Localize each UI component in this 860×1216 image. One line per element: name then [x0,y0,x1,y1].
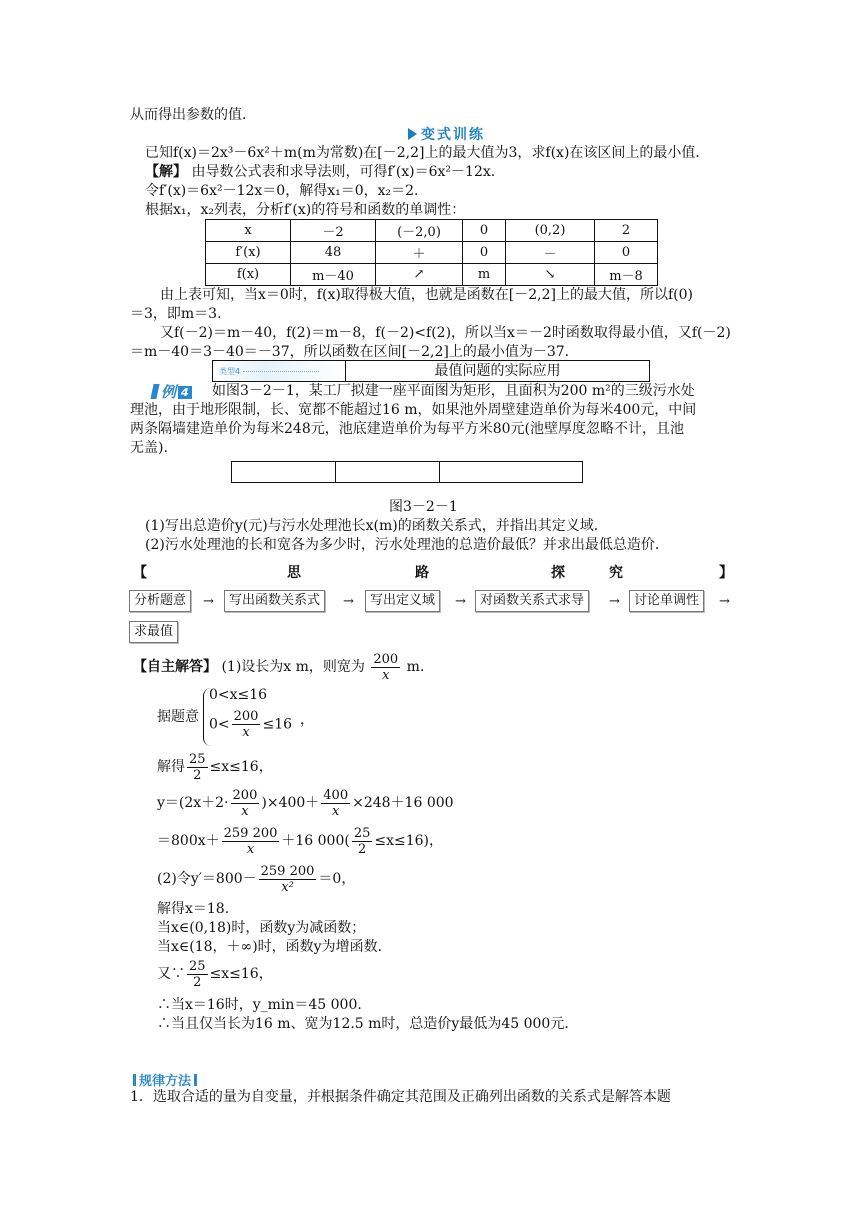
denominator: x [246,841,255,857]
solution-line-2: 令f′(x)＝6x²－12x＝0，解得x₁＝0，x₂＝2. [145,183,419,199]
table-row [206,220,658,242]
pool-section [336,462,440,482]
example-line-1: 如图3－2－1，某工厂拟建一座平面图为矩形，且面积为200 m²的三级污水处 [212,383,695,399]
table-cell: 0 [463,220,506,242]
expr-part: ≤x≤16)， [374,833,444,849]
section-header [212,360,650,382]
table-cell: 0 [463,242,506,264]
fraction [259,864,317,895]
rules-label-text: 规律方法 [139,1074,192,1089]
flow-step: 写出定义域 [365,590,440,612]
answer-unit: m. [406,659,425,675]
fraction [231,788,260,819]
fraction [187,959,208,990]
fraction [321,788,350,819]
table-cell: (0,2) [506,220,595,242]
denominator: x² [281,879,294,895]
solution-label: 【解】 [145,164,187,180]
conclusion-line-2: ＝3，即m＝3. [130,306,222,322]
table-cell: m－40 [291,264,376,286]
solution-line-1 [145,163,495,181]
numerator: 200 [232,787,258,803]
example-number: 4 [178,386,192,399]
solve-prefix: 解得 [157,759,185,775]
bracket-right: 】 [719,565,733,581]
numerator: 259 200 [223,825,278,841]
table-cell: m－8 [595,264,658,286]
decreasing-line: 当x∈(0,18)时，函数y为减函数； [157,920,366,936]
condition-prefix: 0< [209,716,230,733]
variant-title-text: 变式训练 [421,127,485,143]
answer-line-1 [133,650,424,684]
solution-text-1: 由导数公式表和求导法则，可得f′(x)＝6x²－12x. [191,164,496,180]
table-cell: f′(x) [206,242,291,264]
pool-section [232,462,336,482]
rules-line-1: 1．选取合适的量为自变量，并根据条件确定其范围及正确列出函数的关系式是解答本题 [130,1089,671,1105]
since-line [157,957,273,991]
expr-part: ＝0， [318,871,356,887]
solve-suffix: ≤x≤16， [209,759,273,775]
example-badge [152,381,192,401]
solve-line [157,750,273,784]
therefore-line-2: ∴当且仅当长为16 m、宽为12.5 m时，总造价y最低为45 000元． [157,1016,579,1032]
approach-char: 路 [415,565,429,581]
expr-part: )×400＋ [261,795,320,811]
badge-bar-icon [150,384,159,399]
flow-step: 写出函数关系式 [224,590,325,612]
table-cell: m [463,264,506,286]
y-expression-2 [157,824,443,858]
fraction [187,752,208,783]
denominator: x [241,803,249,819]
y-expression-1 [157,786,454,820]
expr-part: ＋16 000( [281,833,350,849]
example-line-4: 无盖). [130,440,168,456]
therefore-line-1: ∴当x＝16时，y_min＝45 000. [157,997,362,1013]
section-title: 最值问题的实际应用 [434,363,561,379]
table-row [206,242,658,264]
solve-x-line: 解得x＝18. [157,901,230,917]
example-label: 例 [161,383,177,401]
monotonicity-table [205,219,658,286]
approach-char: 思 [287,565,301,581]
condition-1: 0<x≤16 [209,687,268,703]
question-2: (2)污水处理池的长和宽各为多少时，污水处理池的总造价最低？并求出最低总造价． [145,537,669,553]
pool-section [440,462,582,482]
numerator: 200 [233,709,259,724]
table-cell: f(x) [206,264,291,286]
arrow-right-icon: → [719,594,730,609]
expr-part: ＝800x＋ [157,833,220,849]
since-suffix: ≤x≤16， [209,966,273,982]
flow-step: 求最值 [129,621,178,643]
answer-text: (1)设长为x m，则宽为 [221,659,365,675]
denominator: x [332,803,340,819]
arrow-right-icon: → [455,594,466,609]
figure-caption: 图3－2－1 [389,499,458,515]
arrow-right-icon: → [203,594,214,609]
condition-suffix: ≤16 [262,716,293,733]
expr-part: ×248＋16 000 [352,795,454,811]
table-row [206,264,658,286]
denominator: x [382,667,390,683]
denominator: x [242,725,250,740]
approach-char: 究 [609,565,623,581]
table-cell: ↗ [376,264,463,286]
rules-label [130,1070,200,1089]
increasing-line: 当x∈(18，＋∞)时，函数y为增函数． [157,939,392,955]
table-cell: 2 [595,220,658,242]
bar-icon [133,1074,136,1086]
flow-step: 对函数关系式求导 [475,590,589,612]
fraction [371,652,400,683]
play-arrow-icon [408,128,417,140]
solution-line-3: 根据x₁，x₂列表，分析f′(x)的符号和函数的单调性： [145,202,466,218]
bar-icon [194,1074,197,1086]
numerator: 25 [189,751,206,767]
section-tag-text: 类型4 [219,367,241,376]
arrow-right-icon: → [343,594,354,609]
numerator: 259 200 [260,863,315,879]
table-cell: x [206,220,291,242]
table-cell: ↘ [506,264,595,286]
denominator: 2 [357,841,367,857]
flow-step: 分析题意 [129,590,191,612]
variant-training-title [408,124,485,142]
bracket-left: 【 [133,565,147,581]
expr-part: (2)令y′＝800－ [157,871,257,887]
numerator: 25 [353,825,371,841]
table-cell: (－2,0) [376,220,463,242]
example-line-3: 两条隔墙建造单价为每米248元，池底建造单价为每平方米80元(池壁厚度忽略不计，且池 [130,421,684,437]
expr-part: y＝(2x＋2· [157,795,229,811]
table-cell: 48 [291,242,376,264]
answer-label: 【自主解答】 [133,659,217,675]
conclusion-line-4: ＝m－40＝3－40＝－37，所以函数在区间[－2,2]上的最小值为－37. [130,344,570,360]
pool-figure [231,461,583,483]
numerator: 400 [323,787,349,803]
table-cell: 0 [595,242,658,264]
conclusion-line-3: 又f(－2)＝m－40，f(2)＝m－8，f(－2)<f(2)，所以当x＝－2时函数取得最小值，又f(－2) [160,325,731,341]
table-cell: － [506,242,595,264]
numerator: 25 [189,958,206,974]
denominator: 2 [193,974,202,990]
problem-statement: 已知f(x)＝2x³－6x²＋m(m为常数)在[－2,2]上的最大值为3，求f(x)在该区间上的最小值． [145,145,710,161]
intro-line: 从而得出参数的值． [130,107,256,123]
flow-step: 讨论单调性 [629,590,704,612]
conclusion-line-1: 由上表可知，当x＝0时，f(x)取得极大值，也就是函数在[－2,2]上的最大值，所以f(0) [160,287,694,303]
since-prefix: 又∵ [157,966,185,982]
condition-2 [209,709,292,747]
example-line-2: 理池，由于地形限制，长、宽都不能超过16 m，如果池外周壁建造单价为每米400元，中间 [130,402,697,418]
by-problem-label: 据题意 [157,709,199,725]
section-tag [213,361,346,381]
table-cell: －2 [291,220,376,242]
part2-line [157,862,355,896]
condition-comma: ， [300,712,314,728]
fraction [352,826,373,857]
question-1: (1)写出总造价y(元)与污水处理池长x(m)的函数关系式，并指出其定义域． [145,518,608,534]
arrow-right-icon: → [609,594,620,609]
table-cell: ＋ [376,242,463,264]
fraction [222,826,280,857]
numerator: 200 [373,651,399,667]
approach-char: 探 [551,565,565,581]
denominator: 2 [193,767,202,783]
fraction [232,709,261,740]
